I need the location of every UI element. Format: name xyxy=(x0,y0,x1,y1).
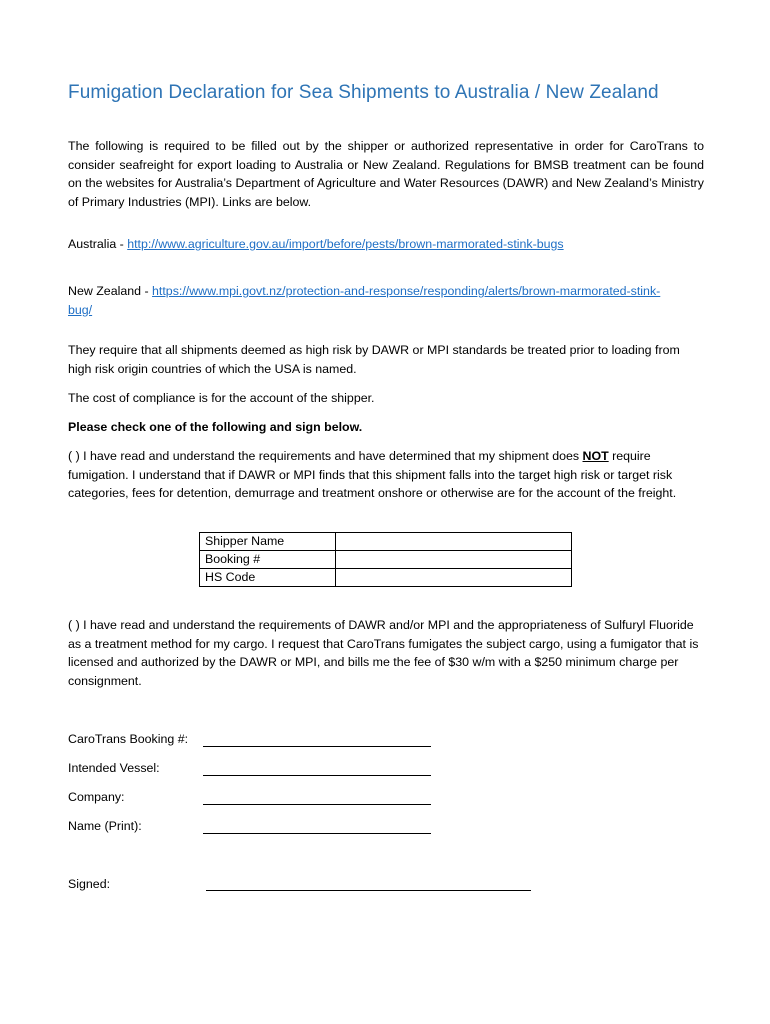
table-row xyxy=(200,551,572,569)
intro-paragraph: The following is required to be filled out by the shipper or authorized representative in order for CaroTrans to consider seafreight for export loading to Australia or New Zealand. Regulations for BMSB treatment can be found on the websites for Australia’s Department of Agriculture and Water Resources (DAWR) and New Zealand’s Ministry of Primary Industries (MPI). Links are below. xyxy=(68,139,704,209)
new-zealand-link[interactable] xyxy=(68,284,660,317)
company-field[interactable] xyxy=(203,804,431,805)
hs-code-field[interactable] xyxy=(336,569,572,587)
instruction-heading: Please check one of the following and sign below. xyxy=(68,420,363,434)
shipper-name-field[interactable] xyxy=(336,533,572,551)
signed-label: Signed: xyxy=(68,877,111,891)
company-label: Company: xyxy=(68,790,125,804)
new-zealand-link-part2: bug/ xyxy=(68,302,93,317)
option-request-fumigation: ( ) I have read and understand the requirements of DAWR and/or MPI and the appropriateness of Sulfuryl Fluoride as a treatment method for my cargo. I request that CaroTrans fumigates the subject cargo, using a fumigator that is licensed and authorized by the DAWR or MPI, and bills me the fee of $30 w/m with a $250 minimum charge per consignment. xyxy=(68,618,699,688)
carotrans-booking-field[interactable] xyxy=(203,746,431,747)
australia-link-row xyxy=(68,235,704,254)
name-print-label: Name (Print): xyxy=(68,819,142,833)
carotrans-booking-label: CaroTrans Booking #: xyxy=(68,732,189,746)
table-row xyxy=(200,533,572,551)
hs-code-label: HS Code xyxy=(200,569,336,587)
page-title: Fumigation Declaration for Sea Shipments to Australia / New Zealand xyxy=(68,82,659,103)
new-zealand-link-row xyxy=(68,282,704,319)
australia-label: Australia - xyxy=(68,237,128,251)
shipment-info-table xyxy=(199,532,572,587)
option1-text-before: ( ) I have read and understand the requirements and have determined that my shipment does xyxy=(68,449,583,463)
new-zealand-label: New Zealand - xyxy=(68,284,153,298)
name-print-field[interactable] xyxy=(203,833,431,834)
option1-not-emphasis: NOT xyxy=(582,449,609,463)
signature-field[interactable] xyxy=(206,890,531,891)
option1-text-after: require fumigation. I understand that if DAWR or MPI finds that this shipment falls into the target high risk or target risk categories, fees for detention, demurrage and treatment onshore or otherwise are for the account of the freight. xyxy=(68,449,677,500)
new-zealand-link-part1: https://www.mpi.govt.nz/protection-and-response/responding/alerts/brown-marmorated-stink- xyxy=(152,284,661,298)
shipper-name-label: Shipper Name xyxy=(200,533,336,551)
table-row xyxy=(200,569,572,587)
australia-link[interactable]: http://www.agriculture.gov.au/import/before/pests/brown-marmorated-stink-bugs xyxy=(127,237,564,251)
cost-paragraph: The cost of compliance is for the account of the shipper. xyxy=(68,391,375,405)
intended-vessel-field[interactable] xyxy=(203,775,431,776)
option-no-fumigation xyxy=(68,447,704,503)
booking-number-field[interactable] xyxy=(336,551,572,569)
booking-number-label: Booking # xyxy=(200,551,336,569)
intended-vessel-label: Intended Vessel: xyxy=(68,761,160,775)
requirement-paragraph: They require that all shipments deemed as high risk by DAWR or MPI standards be treated prior to loading from high risk origin countries of which the USA is named. xyxy=(68,343,680,376)
